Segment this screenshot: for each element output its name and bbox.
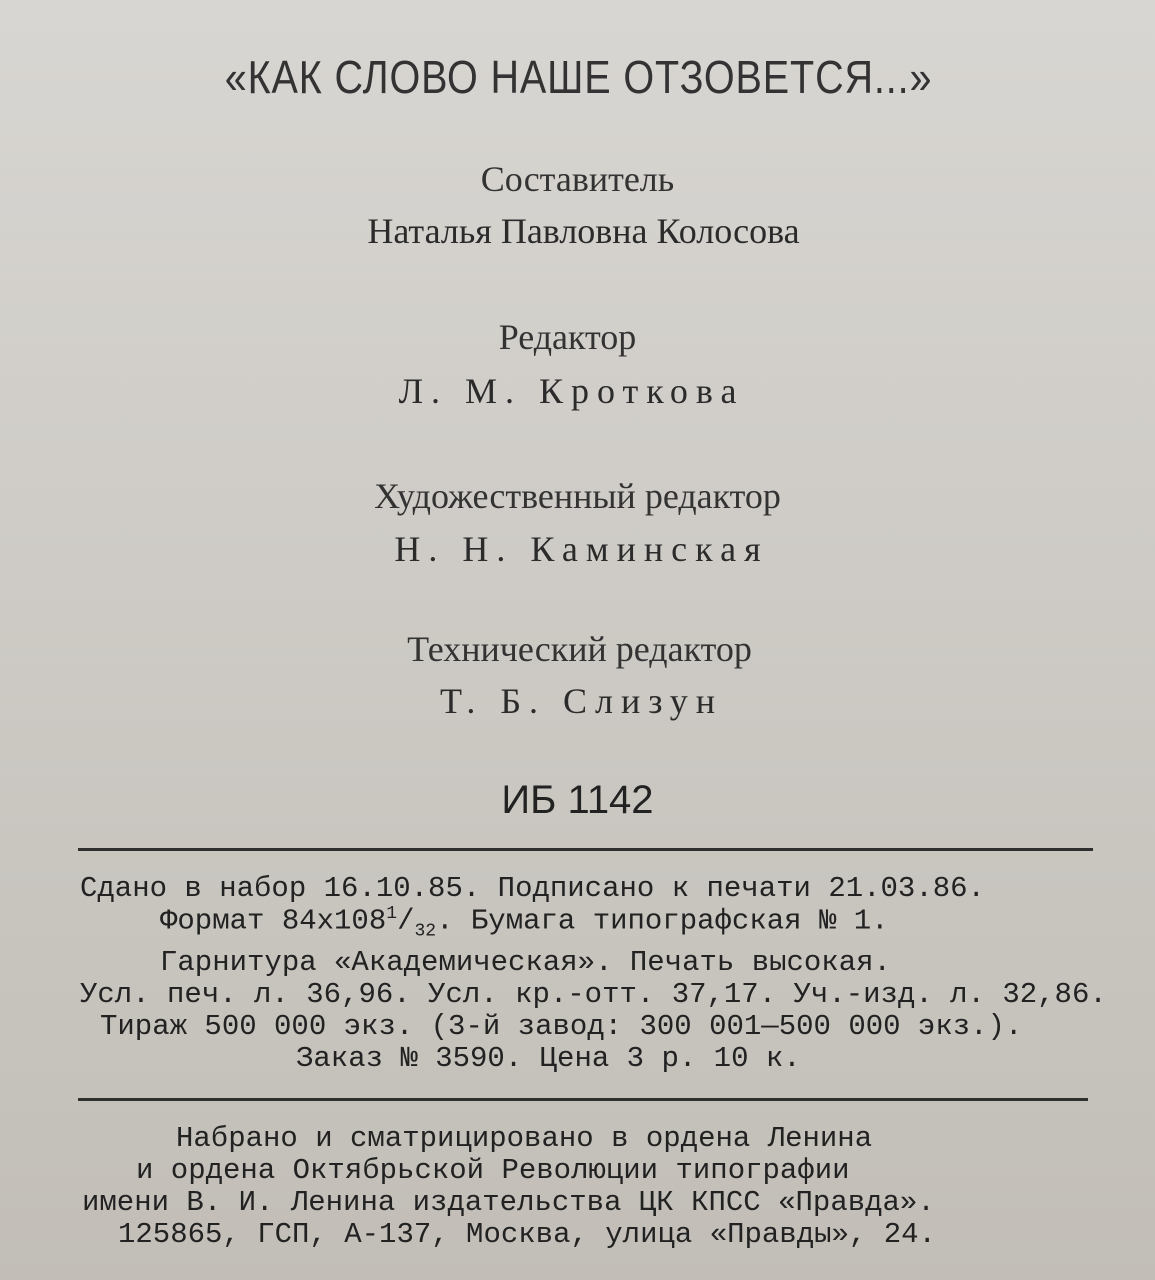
book-title: «КАК СЛОВО НАШЕ ОТЗОВЕТСЯ...» [224,51,933,103]
art-editor-name: Н. Н. Каминская [394,529,769,569]
imprint-line-dates: Сдано в набор 16.10.85. Подписано к печати 21.03.86. [80,872,985,905]
imprint-line-order: Заказ № 3590. Цена 3 р. 10 к. [296,1042,801,1075]
imprint-line-sheets: Усл. печ. л. 36,96. Усл. кр.-отт. 37,17. Уч.-изд. л. 32,86. [80,978,1107,1011]
compiler-name: Наталья Павловна Колосова [367,211,800,251]
ib-number: ИБ 1142 [501,778,654,822]
editor-role: Редактор [498,317,637,357]
top-rule [78,848,1093,851]
printer-line-2: и ордена Октябрьской Революции типографии [136,1154,850,1187]
format-fraction-numerator: 1 [386,904,398,924]
printer-line-1: Набрано и сматрицировано в ордена Ленина [176,1122,873,1155]
printer-line-3: имени В. И. Ленина издательства ЦК КПСС «Правда». [82,1186,935,1219]
tech-editor-role: Технический редактор [407,629,752,669]
imprint-line-print-run: Тираж 500 000 экз. (3-й завод: 300 001—500 000 экз.). [100,1010,1023,1043]
format-text: Формат 84х108 [160,904,387,938]
imprint-line-typeface: Гарнитура «Академическая». Печать высокая. [160,946,891,979]
imprint-line-format: Формат $84х108^1/_{32}$. Бумага типографская № 1. [160,904,889,942]
format-paper: . Бумага типографская № 1. [436,904,889,938]
tech-editor-name: Т. Б. Слизун [439,681,724,721]
compiler-role: Составитель [480,159,675,199]
editor-name: Л. М. Кроткова [398,371,745,411]
bottom-rule [78,1098,1088,1101]
art-editor-role: Художественный редактор [374,476,781,516]
format-fraction-denominator: 32 [414,921,437,942]
printer-line-4: 125865, ГСП, А-137, Москва, улица «Правды», 24. [118,1218,936,1251]
